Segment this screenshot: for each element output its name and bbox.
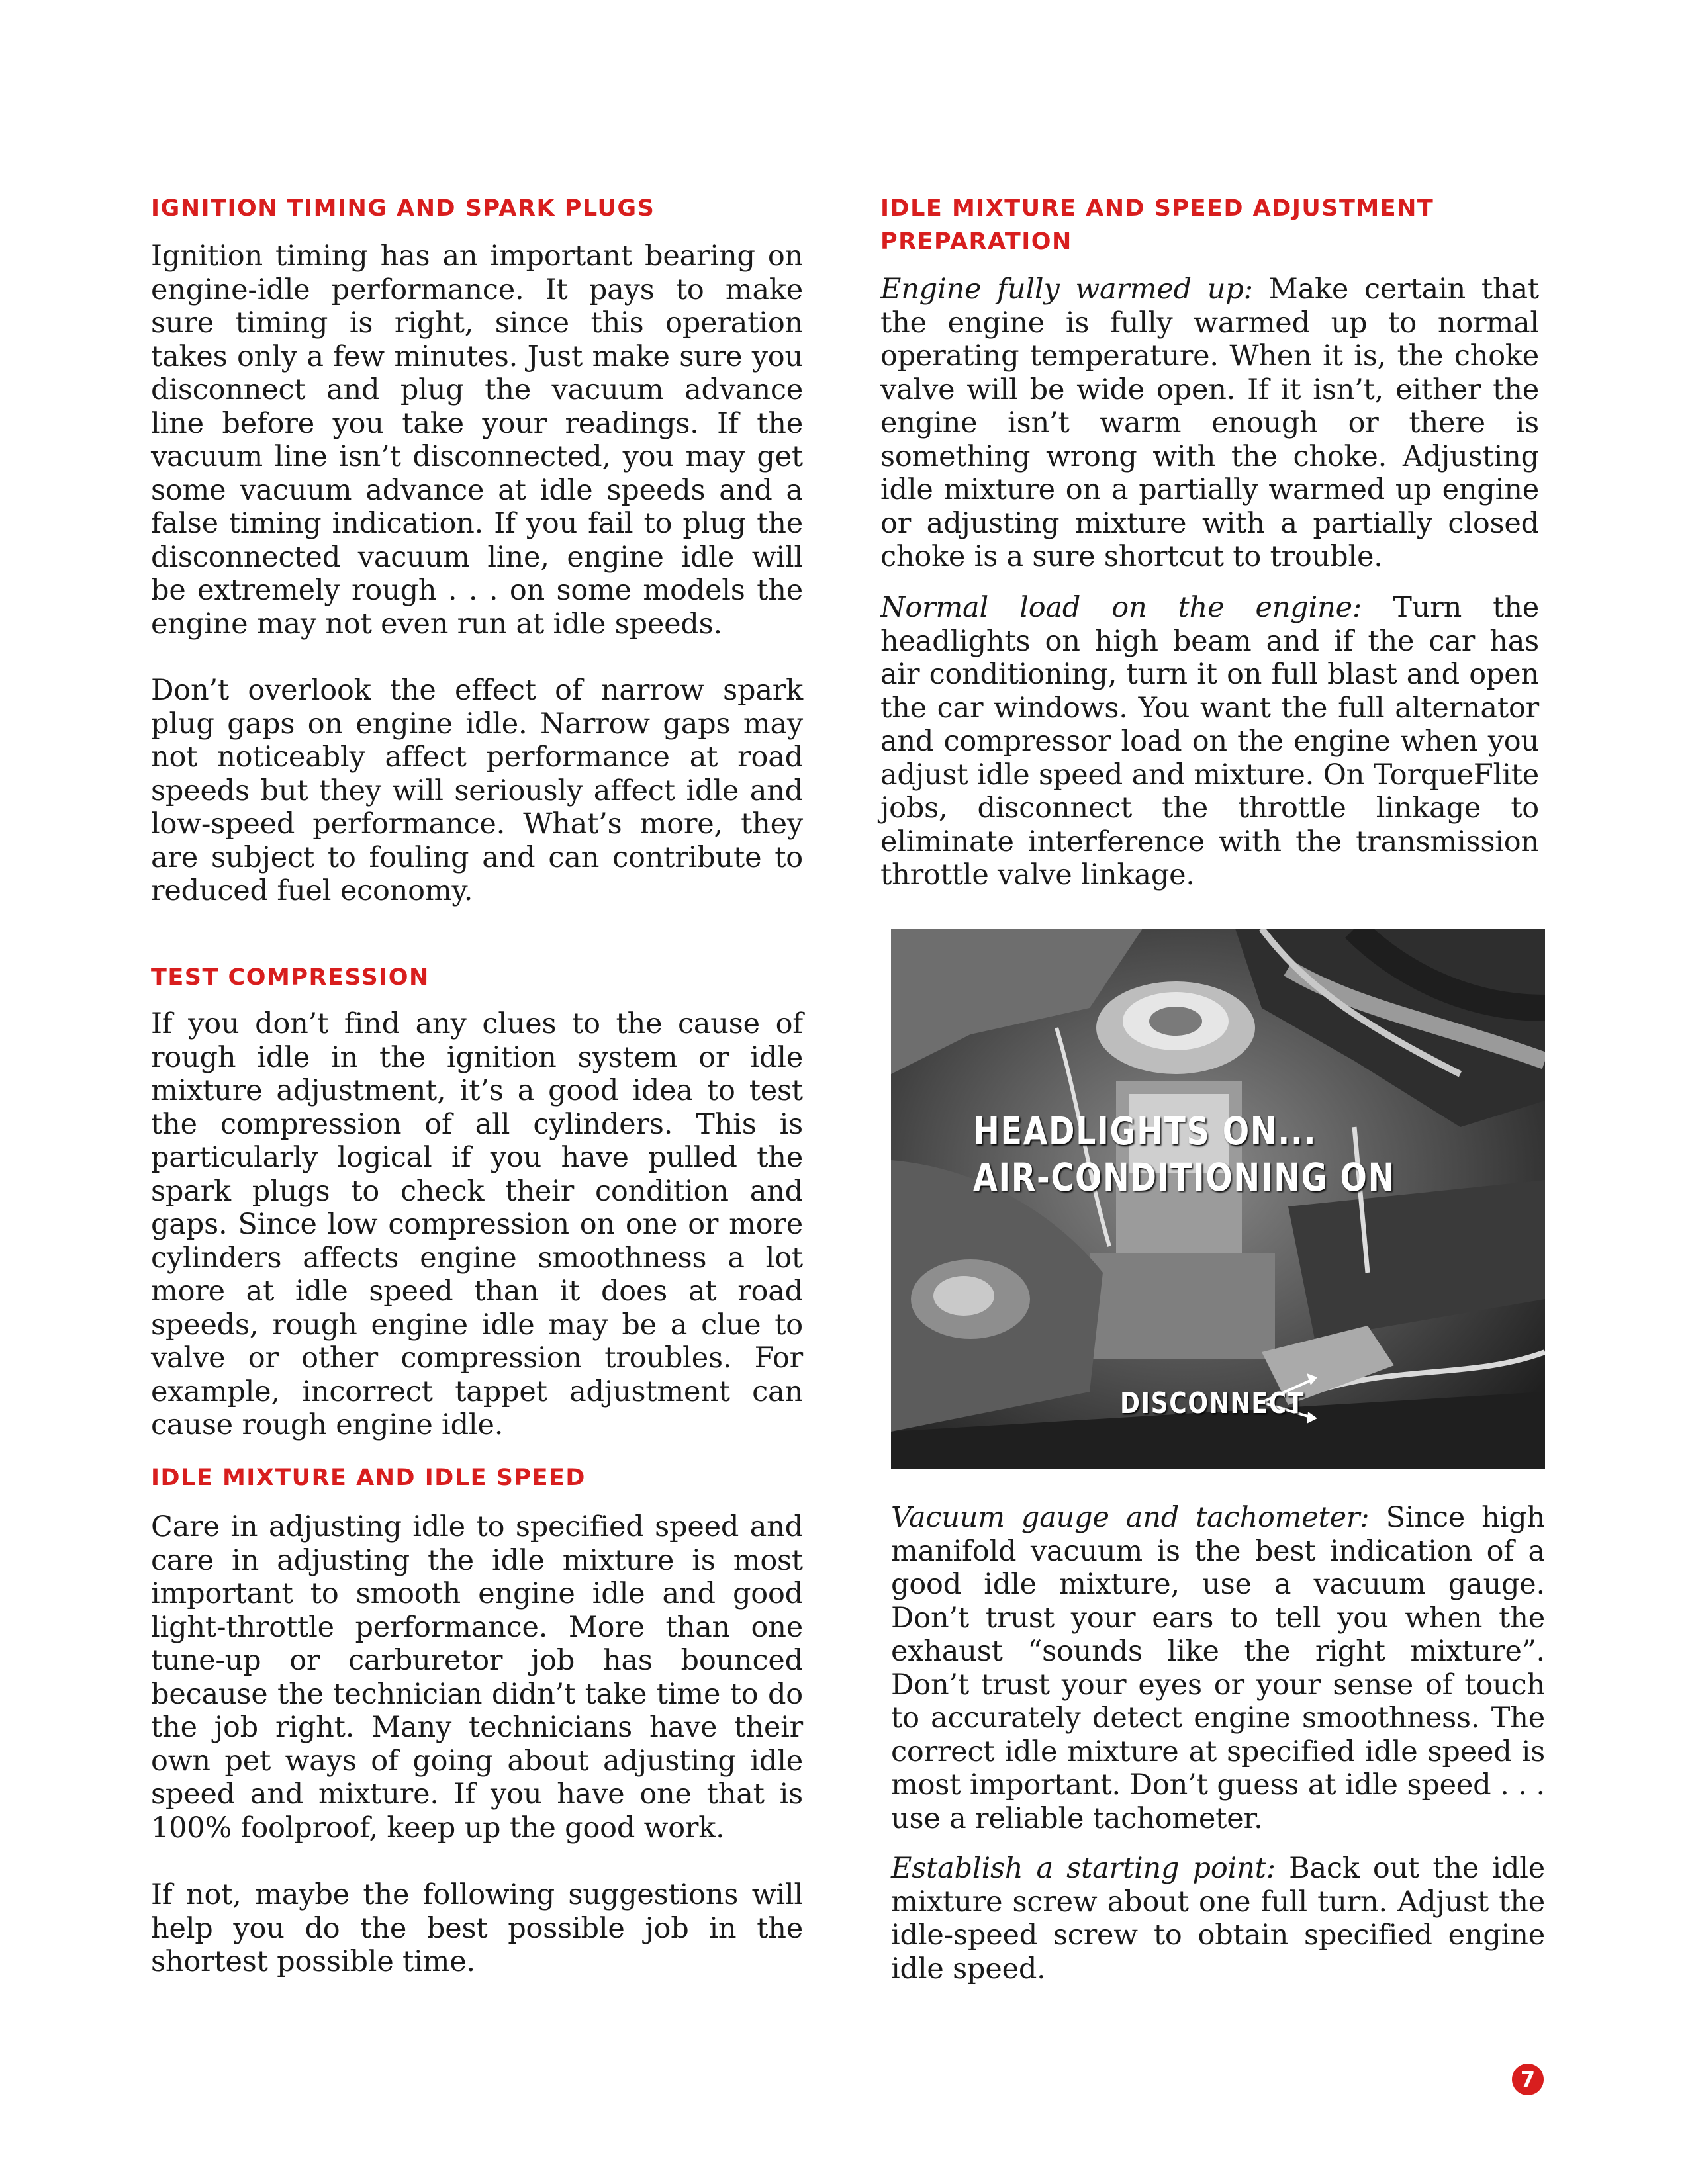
lead-warmed-up: Engine fully warmed up:: [880, 273, 1253, 306]
heading-ignition-timing: IGNITION TIMING AND SPARK PLUGS: [151, 195, 655, 222]
heading-idle-mixture-idle-speed: IDLE MIXTURE AND IDLE SPEED: [151, 1465, 586, 1491]
photo-label-disconnect: DISCONNECT: [1120, 1387, 1305, 1420]
paragraph-idle-1: Care in adjusting idle to specified speed and care in adjusting the idle mixture is most important to smooth engine idle and good light-throttle performance. More than one tune-up or carburetor job has bounced because the technician didn’t take time to do the job right. Many technicians have their own pet ways of going about adjusting idle speed and mixture. If you have one that is 100% foolproof, keep up the good work.: [151, 1510, 803, 1844]
lead-starting-point: Establish a starting point:: [891, 1852, 1276, 1885]
heading-preparation: [880, 192, 1434, 258]
photo-label-air-conditioning: AIR-CONDITIONING ON: [973, 1155, 1396, 1200]
page-number-badge: 7: [1512, 2064, 1544, 2095]
paragraph-compression: If you don’t find any clues to the cause of rough idle in the ignition system or idle mixture adjustment, it’s a good idea to test the compression of all cylinders. This is particularly logical if you have pulled the spark plugs to check their condition and gaps. Since low compression on one or more cylinders affects engine smoothness a lot more at idle speed than it does at road speeds, rough engine idle may be a clue to valve or other compression troubles. For example, incorrect tappet adjustment can cause rough engine idle.: [151, 1007, 803, 1441]
text-warmed-up: Make certain that the engine is fully warmed up to normal operating temperature. When it is, the choke valve will be wide open. If it isn’t, either the engine isn’t warm enough or there is something wrong with the choke. Adjusting idle mixture on a partially warmed up engine or adjusting mixture with a partially closed choke is a sure shortcut to trouble.: [880, 273, 1539, 573]
paragraph-ignition-1: Ignition timing has an important bearing on engine-idle performance. It pays to make sure timing is right, since this operation takes only a few minutes. Just make sure you disconnect and plug the vacuum advance line before you take your readings. If the vacuum line isn’t disconnected, you may get some vacuum advance at idle speeds and a false timing indication. If you fail to plug the disconnected vacuum line, engine idle will be extremely rough . . . on some models the engine may not even run at idle speeds.: [151, 240, 803, 641]
text-starting-point: Back out the idle mixture screw about one full turn. Adjust the idle-speed screw to obtain specified engine idle speed.: [891, 1852, 1545, 1985]
paragraph-warmed-up: [880, 273, 1539, 574]
photo-label-headlights: HEADLIGHTS ON...: [973, 1109, 1317, 1154]
paragraph-idle-2: If not, maybe the following suggestions will help you do the best possible job in the shortest possible time.: [151, 1878, 803, 1978]
lead-normal-load: Normal load on the engine:: [880, 591, 1362, 624]
heading-test-compression: TEST COMPRESSION: [151, 964, 430, 991]
heading-preparation-line2: PREPARATION: [880, 228, 1072, 255]
paragraph-ignition-2: Don’t overlook the effect of narrow spark plug gaps on engine idle. Narrow gaps may not noticeably affect performance at road speeds but they will seriously affect idle and low-speed performance. What’s more, they are subject to fouling and can contribute to reduced fuel economy.: [151, 674, 803, 907]
lead-vacuum-gauge: Vacuum gauge and tachometer:: [891, 1501, 1370, 1534]
engine-photo: [891, 929, 1545, 1469]
text-vacuum-gauge: Since high manifold vacuum is the best indication of a good idle mixture, use a vacuum gauge. Don’t trust your ears to tell you when the exhaust “sounds like the right mixture”. Don’t trust your eyes or your sense of touch to accurately detect engine smoothness. The correct idle mixture at specified idle speed is most important. Don’t guess at idle speed . . . use a reliable tachometer.: [891, 1501, 1545, 1835]
heading-preparation-line1: IDLE MIXTURE AND SPEED ADJUSTMENT: [880, 195, 1434, 222]
paragraph-vacuum-gauge: [891, 1501, 1545, 1835]
paragraph-starting-point: [891, 1852, 1545, 1985]
paragraph-normal-load: [880, 591, 1539, 892]
text-normal-load: Turn the headlights on high beam and if the car has air conditioning, turn it on full blast and open the car windows. You want the full alternator and compressor load on the engine when you adjust idle speed and mixture. On TorqueFlite jobs, disconnect the throttle linkage to eliminate interference with the transmission throttle valve linkage.: [880, 591, 1539, 891]
